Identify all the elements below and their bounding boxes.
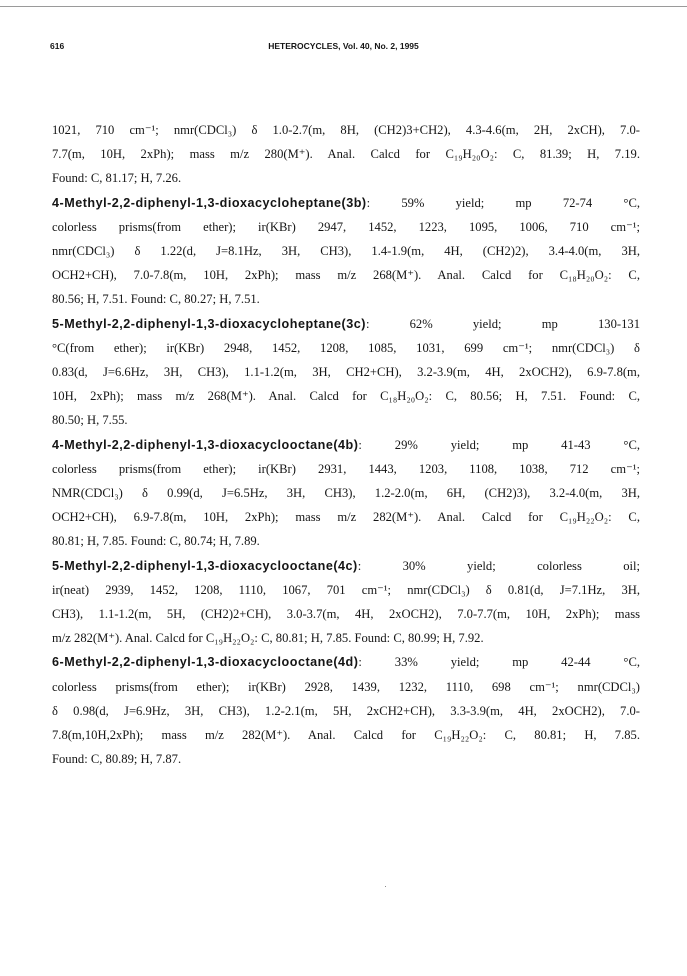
text-line: 10H, 2xPh); mass m/z 268(M⁺). Anal. Calcd for C₁₈H₂₀O₂: C, 80.56; H, 7.51. Found: C,: [52, 389, 640, 404]
text-line: [52, 433, 640, 457]
text-line: [52, 554, 640, 578]
compound-name: 4-Methyl-2,2-diphenyl-1,3-dioxacycloheptane(3b): [52, 195, 367, 210]
line-text: : 33% yield; mp 42-44 °C,: [358, 655, 640, 670]
text-line: nmr(CDCl₃) δ 1.22(d, J=8.1Hz, 3H, CH3), 1.4-1.9(m, 4H, (CH2)2), 3.4-4.0(m, 3H,: [52, 244, 640, 259]
line-text: : 29% yield; mp 41-43 °C,: [358, 437, 640, 452]
page-number: 616: [50, 41, 65, 51]
text-line: [52, 312, 640, 336]
text-line: colorless prisms(from ether); ir(KBr) 2947, 1452, 1223, 1095, 1006, 710 cm⁻¹;: [52, 219, 640, 234]
paragraph-3a-continued: [52, 118, 640, 191]
paragraph-4c: [52, 554, 640, 651]
line-text: : 59% yield; mp 72-74 °C,: [366, 195, 640, 210]
text-line: [52, 191, 640, 215]
text-line: CH3), 1.1-1.2(m, 5H, (CH2)2+CH), 3.0-3.7(m, 4H, 2xOCH2), 7.0-7.7(m, 10H, 2xPh); mass: [52, 607, 640, 622]
text-line: Found: C, 81.17; H, 7.26.: [52, 171, 182, 186]
line-text: : 62% yield; mp 130-131: [365, 316, 640, 331]
text-line: δ 0.98(d, J=6.9Hz, 3H, CH3), 1.2-2.1(m, 5H, 2xCH2+CH), 3.3-3.9(m, 4H, 2xOCH2), 7.0-: [52, 703, 640, 718]
experimental-text: [52, 118, 640, 771]
running-head: HETEROCYCLES, Vol. 40, No. 2, 1995: [268, 41, 419, 51]
page-header: [0, 41, 687, 57]
text-line: 80.56; H, 7.51. Found: C, 80.27; H, 7.51.: [52, 292, 260, 307]
text-line: 0.83(d, J=6.6Hz, 3H, CH3), 1.1-1.2(m, 3H, CH2+CH), 3.2-3.9(m, 4H, 2xOCH2), 6.9-7.8(m,: [52, 365, 640, 380]
top-rule: [0, 6, 687, 7]
text-line: NMR(CDCl₃) δ 0.99(d, J=6.5Hz, 3H, CH3), 1.2-2.0(m, 6H, (CH2)3), 3.2-4.0(m, 3H,: [52, 486, 640, 501]
compound-name: 4-Methyl-2,2-diphenyl-1,3-dioxacyclooctane(4b): [52, 437, 359, 452]
text-line: ir(neat) 2939, 1452, 1208, 1110, 1067, 701 cm⁻¹; nmr(CDCl₃) δ 0.81(d, J=7.1Hz, 3H,: [52, 582, 640, 597]
compound-name: 5-Methyl-2,2-diphenyl-1,3-dioxacyclooctane(4c): [52, 558, 358, 573]
paragraph-4b: [52, 433, 640, 554]
paragraph-3c: [52, 312, 640, 433]
line-text: : 30% yield; colorless oil;: [357, 558, 640, 573]
compound-name: 6-Methyl-2,2-diphenyl-1,3-dioxacyclooctane(4d): [52, 655, 359, 670]
text-line: °C(from ether); ir(KBr) 2948, 1452, 1208, 1085, 1031, 699 cm⁻¹; nmr(CDCl₃) δ: [52, 340, 640, 355]
paragraph-3b: [52, 191, 640, 312]
text-line: 1021, 710 cm⁻¹; nmr(CDCl₃) δ 1.0-2.7(m, 8H, (CH2)3+CH2), 4.3-4.6(m, 2H, 2xCH), 7.0-: [52, 123, 640, 137]
text-line: Found: C, 80.89; H, 7.87.: [52, 752, 182, 767]
text-line: 80.50; H, 7.55.: [52, 413, 128, 428]
scan-speck: [385, 886, 386, 887]
text-line: m/z 282(M⁺). Anal. Calcd for C₁₉H₂₂O₂: C, 80.81; H, 7.85. Found: C, 80.99; H, 7.92.: [52, 631, 484, 646]
text-line: [52, 650, 640, 674]
text-line: 7.8(m,10H,2xPh); mass m/z 282(M⁺). Anal. Calcd for C₁₉H₂₂O₂: C, 80.81; H, 7.85.: [52, 728, 640, 743]
compound-name: 5-Methyl-2,2-diphenyl-1,3-dioxacycloheptane(3c): [52, 316, 366, 331]
text-line: OCH2+CH), 6.9-7.8(m, 10H, 2xPh); mass m/z 282(M⁺). Anal. Calcd for C₁₉H₂₂O₂: C,: [52, 510, 640, 525]
text-line: OCH2+CH), 7.0-7.8(m, 10H, 2xPh); mass m/z 268(M⁺). Anal. Calcd for C₁₈H₂₀O₂: C,: [52, 268, 640, 283]
text-line: colorless prisms(from ether); ir(KBr) 2931, 1443, 1203, 1108, 1038, 712 cm⁻¹;: [52, 461, 640, 476]
text-line: 80.81; H, 7.85. Found: C, 80.74; H, 7.89.: [52, 534, 260, 549]
text-line: 7.7(m, 10H, 2xPh); mass m/z 280(M⁺). Anal. Calcd for C₁₉H₂₀O₂: C, 81.39; H, 7.19.: [52, 147, 640, 162]
paragraph-4d: [52, 650, 640, 771]
text-line: colorless prisms(from ether); ir(KBr) 2928, 1439, 1232, 1110, 698 cm⁻¹; nmr(CDCl₃): [52, 679, 640, 694]
